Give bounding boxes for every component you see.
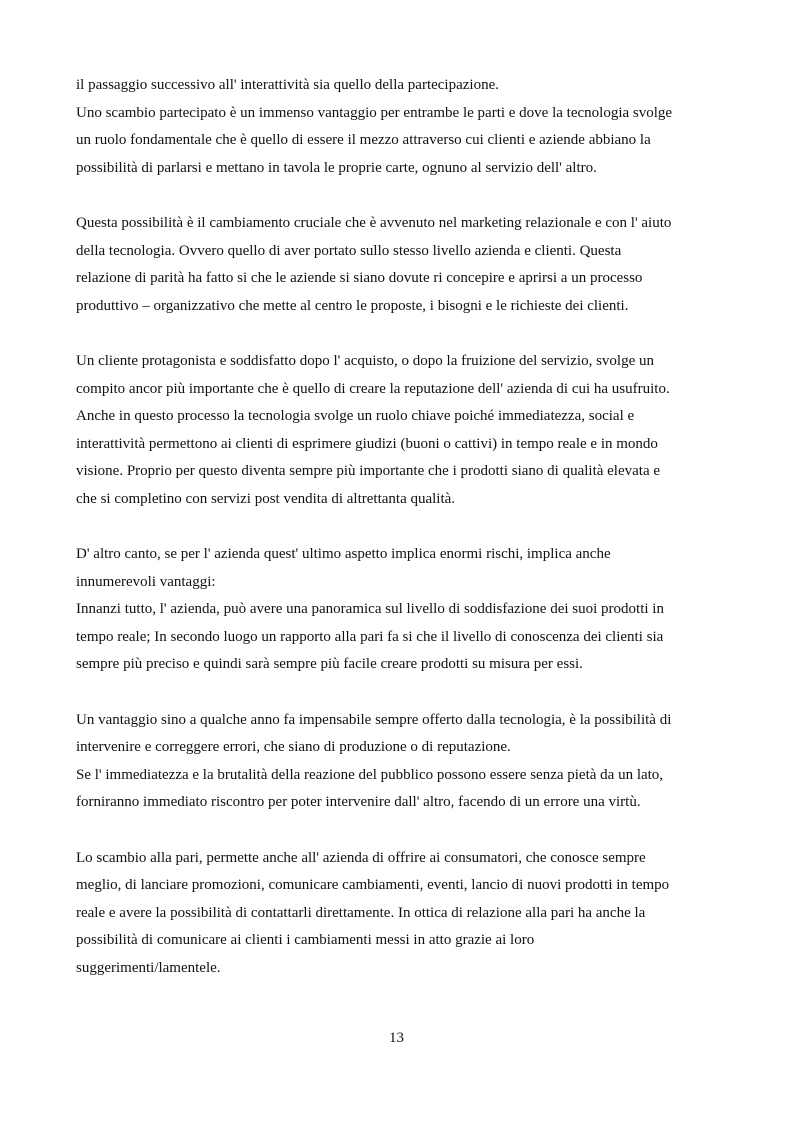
text-line: Anche in questo processo la tecnologia svolge un ruolo chiave poiché immediatezza, social e: [76, 408, 635, 425]
text-line: meglio, di lanciare promozioni, comunicare cambiamenti, eventi, lancio di nuovi prodotti in tempo: [76, 877, 670, 894]
paragraph-break: [76, 320, 718, 348]
text-line: un ruolo fondamentale che è quello di essere il mezzo attraverso cui clienti e aziende abbiano la: [76, 132, 651, 149]
body-text: [76, 72, 718, 983]
text-line: visione. Proprio per questo diventa sempre più importante che i prodotti siano di qualità elevata e: [76, 463, 661, 480]
text-line: che si completino con servizi post vendita di altrettanta qualità.: [76, 490, 456, 507]
text-line: possibilità di comunicare ai clienti i cambiamenti messi in atto grazie ai loro: [76, 932, 535, 949]
paragraph-break: [76, 182, 718, 210]
page-number: 13: [389, 1030, 404, 1046]
text-line: intervenire e correggere errori, che siano di produzione o di reputazione.: [76, 739, 511, 756]
text-line: innumerevoli vantaggi:: [76, 573, 216, 590]
text-line: compito ancor più importante che è quello di creare la reputazione dell' azienda di cui ha usufruito.: [76, 380, 670, 397]
text-line: Questa possibilità è il cambiamento cruciale che è avvenuto nel marketing relazionale e con l' aiuto: [76, 214, 672, 231]
text-line: sempre più preciso e quindi sarà sempre più facile creare prodotti su misura per essi.: [76, 656, 583, 673]
text-line: suggerimenti/lamentele.: [76, 960, 221, 976]
text-line: produttivo – organizzativo che mette al centro le proposte, i bisogni e le richieste dei clienti.: [76, 297, 629, 314]
paragraph-break: [76, 679, 718, 707]
paragraph-break: [76, 817, 718, 845]
text-line: Un vantaggio sino a qualche anno fa impensabile sempre offerto dalla tecnologia, è la possibilità di: [76, 711, 672, 728]
text-line: il passaggio successivo all' interattività sia quello della partecipazione.: [76, 77, 499, 93]
text-line: tempo reale; In secondo luogo un rapporto alla pari fa si che il livello di conoscenza dei clienti sia: [76, 628, 664, 645]
text-line: Uno scambio partecipato è un immenso vantaggio per entrambe le parti e dove la tecnologia svolge: [76, 104, 673, 121]
text-line: Se l' immediatezza e la brutalità della reazione del pubblico possono essere senza pietà da un lato,: [76, 766, 664, 783]
text-line: interattività permettono ai clienti di esprimere giudizi (buoni o cattivi) in tempo reale e in mondo: [76, 435, 658, 452]
paragraph-break: [76, 514, 718, 542]
text-line: D' altro canto, se per l' azienda quest' ultimo aspetto implica enormi rischi, implica anche: [76, 546, 611, 563]
text-line: relazione di parità ha fatto si che le aziende si siano dovute ri concepire e aprirsi a un processo: [76, 270, 643, 287]
text-line: Lo scambio alla pari, permette anche all' azienda di offrire ai consumatori, che conosce sempre: [76, 849, 646, 866]
text-line: forniranno immediato riscontro per poter intervenire dall' altro, facendo di un errore una virtù.: [76, 794, 641, 811]
text-line: Un cliente protagonista e soddisfatto dopo l' acquisto, o dopo la fruizione del servizio, svolge un: [76, 352, 654, 369]
text-line: reale e avere la possibilità di contattarli direttamente. In ottica di relazione alla pari ha anche la: [76, 904, 646, 921]
text-line: della tecnologia. Ovvero quello di aver portato sullo stesso livello azienda e clienti. Questa: [76, 242, 622, 259]
text-line: Innanzi tutto, l' azienda, può avere una panoramica sul livello di soddisfazione dei suoi prodotti in: [76, 601, 664, 618]
text-line: possibilità di parlarsi e mettano in tavola le proprie carte, ognuno al servizio dell' altro.: [76, 159, 597, 176]
